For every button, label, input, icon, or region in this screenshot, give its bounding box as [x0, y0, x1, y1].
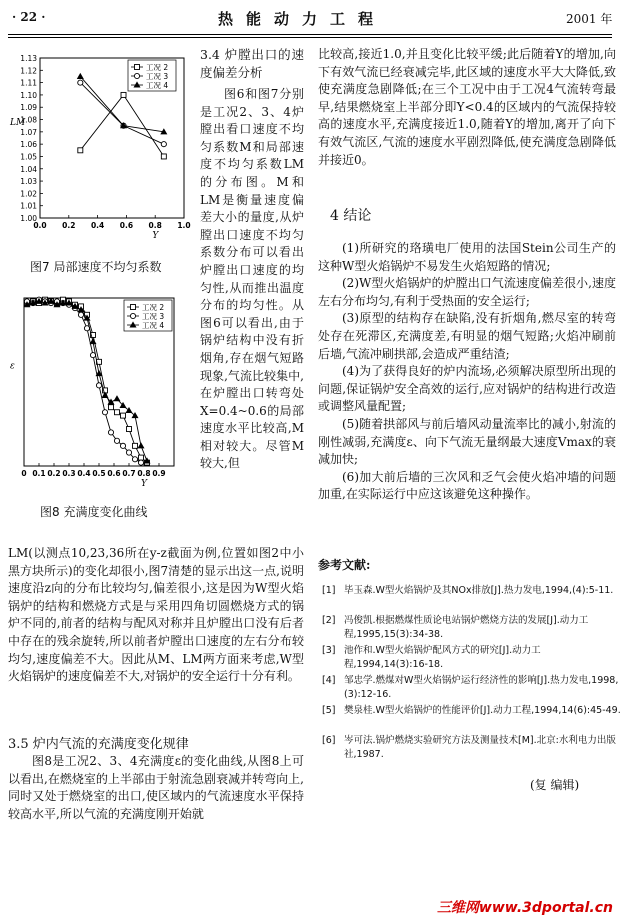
reference-text: 毕玉森.W型火焰锅炉及其NOx排放[J].热力发电,1994,(4):5-11. — [344, 585, 614, 596]
watermark-text: 三维网www.3dportal.cn — [436, 900, 613, 916]
x-tick-label: 0.8 — [148, 221, 162, 230]
data-point-square — [135, 65, 140, 70]
reference-text: 邹忠学.燃煤对W型火焰锅炉运行经济性的影响[J].热力发电,1998,(3):12-16. — [344, 675, 619, 700]
legend-label: 工况 4 — [142, 321, 165, 330]
legend-label: 工况 4 — [146, 81, 169, 90]
legend-label: 工况 3 — [146, 72, 169, 81]
header-rule-thin — [8, 37, 612, 38]
x-tick-label: 0.2 — [62, 221, 76, 230]
conclusion-item-4: (4)为了获得良好的炉内流场,必须解决原型所出现的问题,保证锅炉安全高效的运行,应对锅炉的结构进行改造或调整风量配置; — [318, 364, 616, 414]
figure-7-caption: 图7 局部速度不均匀系数 — [30, 260, 162, 274]
legend-label: 工况 3 — [142, 312, 165, 321]
data-point-circle — [108, 430, 113, 435]
x-tick-label: 0.5 — [92, 469, 106, 478]
section-3-5-title: 3.5 炉内气流的充满度变化规律 — [8, 737, 189, 752]
reference-item — [322, 584, 622, 614]
data-point-square — [127, 427, 132, 432]
data-point-square — [78, 148, 83, 153]
y-tick-label: 1.11 — [20, 78, 37, 88]
y-tick-label: 1.12 — [20, 66, 37, 76]
data-point-square — [133, 443, 138, 448]
data-point-square — [121, 413, 126, 418]
y-tick-label: 1.06 — [20, 140, 37, 150]
data-point-square — [131, 305, 136, 310]
x-tick-label: 0.1 — [32, 469, 46, 478]
reference-text: 冯俊凯.根据燃煤性质论电站锅炉燃烧方法的发展[J].动力工程,1995,15(3):34-38. — [344, 615, 589, 640]
x-tick-label: 0.7 — [122, 469, 136, 478]
data-point-circle — [126, 450, 131, 455]
conclusion-item-1: (1)所研究的珞璜电厂使用的法国Stein公司生产的这种W型火焰锅炉不易发生火焰短路的情况; — [318, 241, 616, 273]
reference-number: [1] — [322, 585, 336, 596]
section-3-5-paragraph-1: 图8是工况2、3、4充满度ε的变化曲线,从图8上可以看出,在燃烧室的上半部由于射流急剧衰减并转弯向上,同时又处于燃烧室的出口,使区域内的气流速度水平保持较高水平,所以气流的充满度刚开始就 — [8, 754, 304, 821]
figure-8-chart — [4, 292, 196, 488]
journal-title: 热能动力工程 — [218, 10, 387, 28]
y-tick-label: 1.10 — [20, 90, 37, 100]
data-point-square — [121, 92, 126, 97]
data-point-circle — [134, 73, 139, 78]
x-tick-label: 0.4 — [90, 221, 105, 230]
references-title: 参考文献: — [318, 558, 371, 572]
conclusion-item-3: (3)原型的结构存在缺陷,没有折烟角,燃尽室的转弯处存在死滞区,充满度差,有明显的烟气短路;火焰冲刷前后墙,气流冲刷拱部,会造成严重结渣; — [318, 311, 616, 361]
data-point-triangle — [138, 443, 144, 448]
legend-label: 工况 2 — [142, 303, 165, 312]
conclusion-item-6: (6)加大前后墙的三次风和乏气会使火焰冲墙的问题加重,在实际运行中应这该避免这种操作。 — [318, 469, 616, 502]
conclusion-list — [318, 240, 616, 504]
reference-number: [5] — [322, 705, 336, 716]
data-point-circle — [138, 460, 143, 465]
editor-note: (复 编辑) — [530, 778, 580, 792]
page-number: · 22 · — [12, 10, 46, 24]
x-tick-label: 0.6 — [119, 221, 134, 230]
y-tick-label: 1.04 — [20, 164, 37, 174]
x-tick-label: 0.4 — [77, 469, 91, 478]
x-axis-label: Y — [141, 479, 147, 488]
reference-item — [322, 704, 622, 734]
section-3-4-title: 3.4 炉膛出口的速度偏差分析 — [200, 47, 304, 80]
y-tick-label: 1.08 — [20, 115, 37, 125]
y-tick-label: 1.00 — [20, 214, 37, 223]
conclusion-item-5: (5)随着拱部风与前后墙风动量流率比的减小,射流的刚性减弱,充满度ε、向下气流无量纲最大速度Vmax的衰减加快; — [318, 416, 616, 467]
y-tick-label: 1.01 — [20, 201, 37, 211]
x-tick-label: 0.9 — [152, 469, 166, 478]
x-tick-label: 1.0 — [177, 221, 191, 230]
reference-number: [4] — [322, 675, 336, 686]
data-point-circle — [114, 438, 119, 443]
section-3-4-paragraph-2: LM(以测点10,23,36所在y-z截面为例,位置如图2中小黑方块所示)的变化却很小,图7清楚的显示出这一点,说明速度沿z向的分布比较均匀,偏差很小,这是因为W型火焰锅炉的结构和燃烧方式是与采用四角切圆燃烧方式的锅炉不同的,前者的结构与配风对称并且炉膛出口没有后者中存在的残余旋转,所以前者炉膛出口速度的左右分布较均匀,速度偏差不大。因此从M、LM两方面来考虑,W型火焰锅炉的速度偏差不大,对锅炉的安全运行十分有利。 — [8, 546, 304, 684]
y-axis-label: LM — [10, 118, 26, 129]
x-tick-label: 0 — [21, 469, 27, 478]
conclusion-item-2: (2)W型火焰锅炉的炉膛出口气流速度偏差很小,速度左右分布均匀,有利于受热面的安全运行; — [318, 276, 616, 308]
reference-text: 岑可法.锅炉燃烧实验研究方法及测量技术[M].北京:水利电力出版社,1987. — [344, 735, 616, 760]
data-point-circle — [132, 457, 137, 462]
section-3-5-paragraph-right: 比较高,接近1.0,并且变化比较平缓;此后随着Y的增加,向下有效气流已经衰减完毕,此区域的速度水平大大降低,致使充满度急剧降低;在三个工况中由于工况4气流转弯最早,结果燃烧室上半部分即Y<0.4的区域内的气流保持较高的速度水平,充满度接近1.0,随着Y的增加,离开了向下有效气流区,气流的速度水平剧烈降低,使充满度急剧降低并接近0。 — [318, 47, 616, 167]
reference-text: 樊泉桂.W型火焰锅炉的性能评价[J].动力工程,1994,14(6):45-49. — [344, 705, 621, 716]
y-tick-label: 1.09 — [20, 103, 37, 113]
data-point-triangle — [90, 339, 96, 344]
data-point-circle — [96, 383, 101, 388]
legend-label: 工况 2 — [146, 63, 169, 72]
x-tick-label: 0.0 — [33, 221, 47, 230]
y-tick-label: 1.03 — [20, 177, 37, 187]
reference-item — [322, 674, 622, 704]
data-point-circle — [120, 443, 125, 448]
data-point-square — [115, 410, 120, 415]
data-point-circle — [130, 313, 135, 318]
y-tick-label: 1.07 — [20, 127, 37, 137]
y-tick-label: 1.05 — [20, 152, 37, 162]
x-tick-label: 0.6 — [107, 469, 121, 478]
reference-number: [3] — [322, 645, 336, 656]
x-tick-label: 0.8 — [137, 469, 151, 478]
data-point-circle — [78, 80, 83, 85]
data-point-circle — [161, 142, 166, 147]
section-3-4-paragraph-1: 图6和图7分别是工况2、3、4炉膛出看口速度不均匀系数M和局部速度不均匀系数LM的分布图。M和LM是衡量速度偏差大小的量度,从炉膛出口速度不均匀系数分布可以看出炉膛出口速度的均匀性,从而推出温度分布的均匀性。从图6可以看出,由于锅炉结构中没有折烟角,存在烟气短路现象,气流比较集中,在炉膛出口转弯处X=0.4~0.6的局部速度水平比较高,M相对较大。尽管M较大,但 — [200, 87, 304, 471]
reference-item — [322, 614, 622, 644]
reference-item — [322, 644, 622, 674]
data-point-circle — [102, 410, 107, 415]
issue-year: 2001 年 — [566, 12, 613, 26]
x-axis-label: Y — [152, 231, 159, 241]
x-tick-label: 0.3 — [62, 469, 76, 478]
figure-8-caption: 图8 充满度变化曲线 — [40, 505, 148, 519]
reference-list — [322, 584, 622, 764]
reference-number: [2] — [322, 615, 336, 626]
data-point-square — [139, 455, 144, 460]
y-tick-label: 1.02 — [20, 189, 37, 199]
header-rule — [8, 34, 612, 35]
y-tick-label: 1.13 — [20, 54, 37, 63]
data-point-square — [109, 405, 114, 410]
figure-7-chart — [4, 46, 196, 244]
data-point-triangle — [77, 73, 83, 78]
x-tick-label: 0.2 — [47, 469, 61, 478]
reference-text: 池作和.W型火焰锅炉配风方式的研究[J].动力工程,1994,14(3):16-18. — [344, 645, 541, 670]
reference-item — [322, 734, 622, 764]
section-4-title: 4 结论 — [330, 208, 372, 224]
y-axis-label: ε — [10, 361, 15, 372]
data-point-triangle — [114, 396, 120, 401]
reference-number: [6] — [322, 735, 336, 746]
data-point-square — [161, 154, 166, 159]
